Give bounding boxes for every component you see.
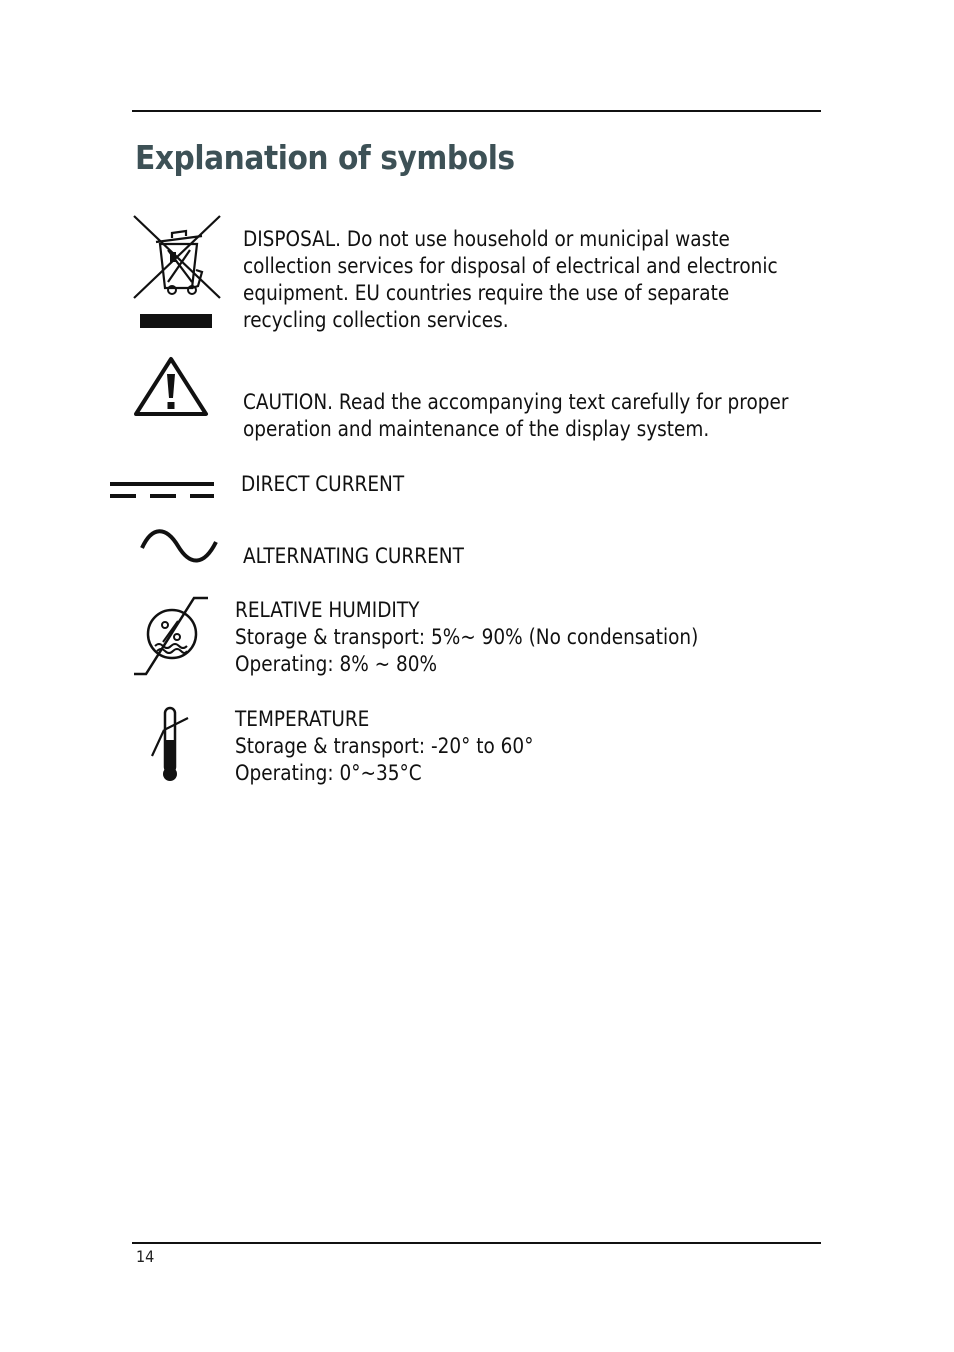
- direct-current-text: DIRECT CURRENT: [241, 472, 405, 496]
- alternating-current-text: ALTERNATING CURRENT: [243, 544, 464, 568]
- temperature-text: TEMPERATURE Storage & transport: -20° to 60° Operating: 0°~35°C: [235, 707, 534, 785]
- weee-crossed-bin-icon: [132, 214, 224, 332]
- top-rule: [132, 110, 821, 112]
- thermometer-icon: [150, 704, 194, 784]
- page-number: 14: [136, 1247, 155, 1266]
- bottom-rule: [132, 1242, 821, 1244]
- alternating-current-icon: [138, 526, 220, 568]
- caution-text: CAUTION. Read the accompanying text carefully for proper operation and maintenance of the display system.: [243, 390, 789, 441]
- humidity-icon: [132, 594, 212, 676]
- caution-triangle-icon: [133, 356, 209, 418]
- page-title: Explanation of symbols: [135, 138, 515, 177]
- disposal-text: DISPOSAL. Do not use household or municipal waste collection services for disposal of electrical and electronic equipment. EU countries require the use of separate recycling collection services.: [243, 227, 778, 332]
- humidity-text: RELATIVE HUMIDITY Storage & transport: 5%~ 90% (No condensation) Operating: 8% ~ 80%: [235, 598, 699, 676]
- direct-current-icon: [108, 480, 216, 502]
